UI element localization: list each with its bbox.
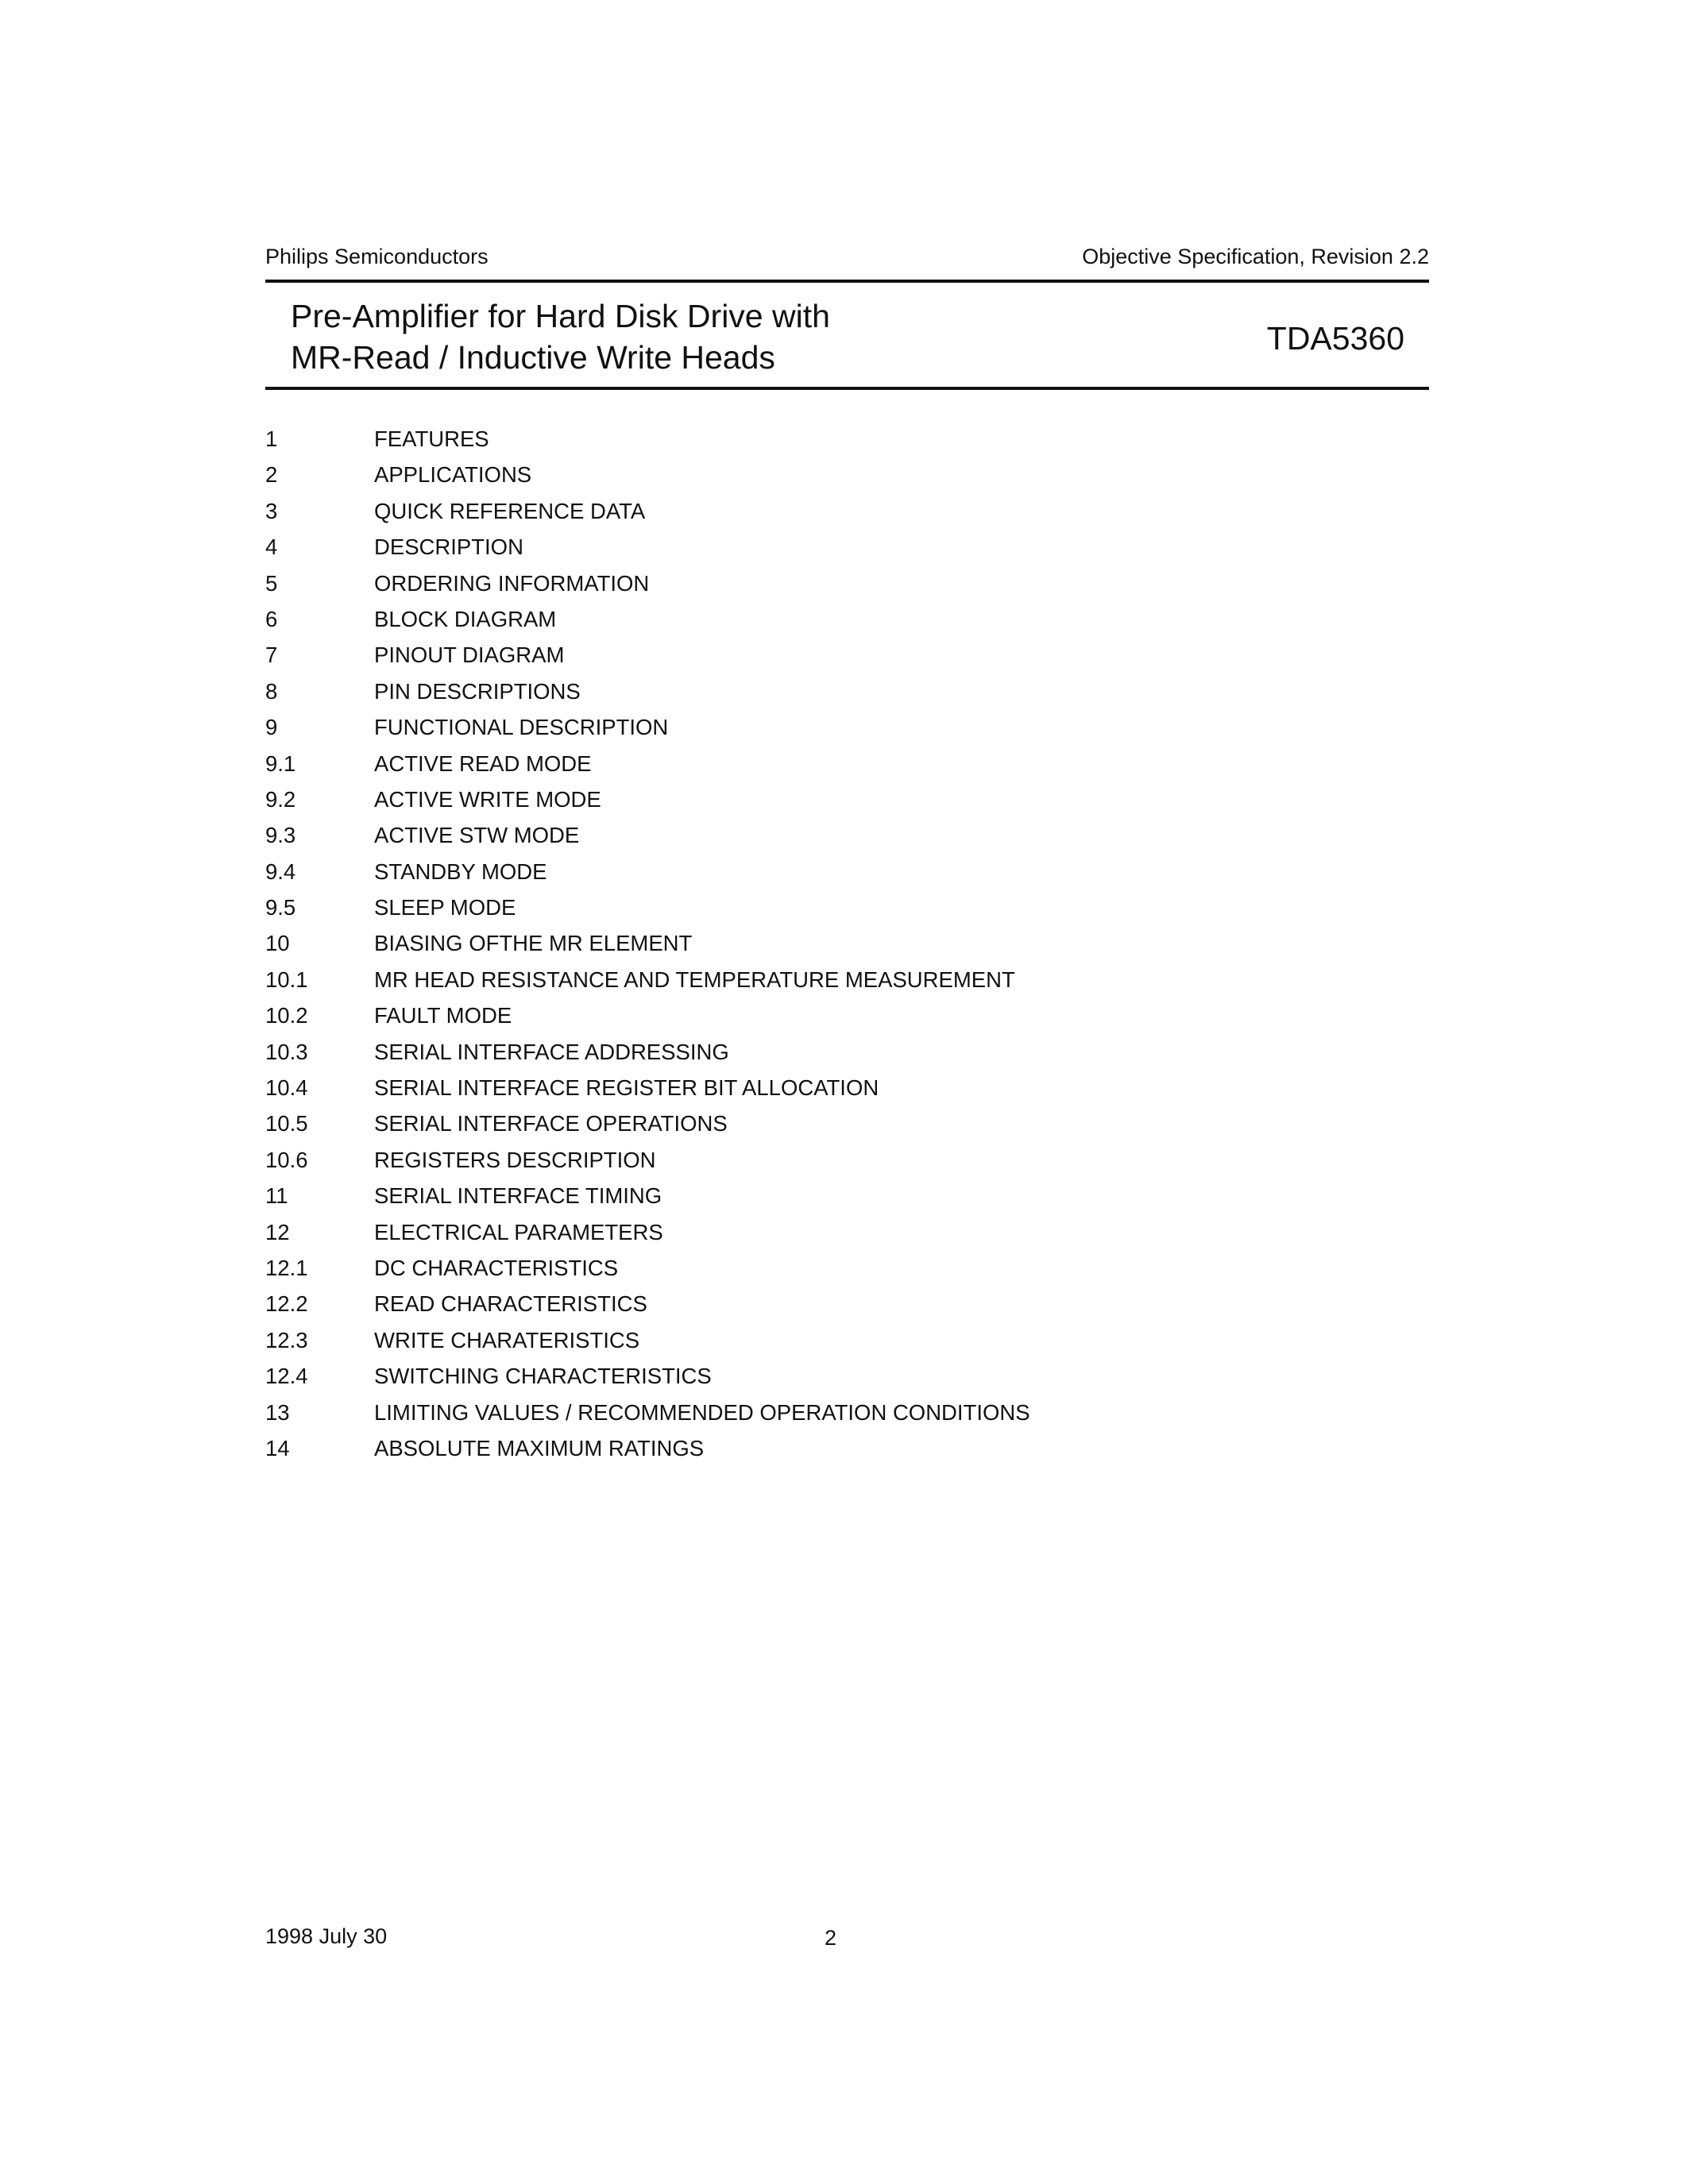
toc-entry-number: 12.1 — [265, 1255, 308, 1280]
toc-entry-title: ACTIVE WRITE MODE — [374, 786, 601, 812]
title-line-1: Pre-Amplifier for Hard Disk Drive with — [291, 298, 830, 334]
toc-entry-number: 10.5 — [265, 1111, 308, 1136]
toc-entry-title: DC CHARACTERISTICS — [374, 1255, 619, 1280]
document-status: Objective Specification, Revision 2.2 — [1082, 245, 1429, 268]
toc-entry-title: DESCRIPTION — [374, 534, 523, 560]
title-line-2: MR-Read / Inductive Write Heads — [291, 339, 775, 376]
toc-entry-title: FAULT MODE — [374, 1003, 512, 1028]
toc-entry-number: 8 — [265, 678, 278, 704]
toc-entry-number: 10.1 — [265, 967, 308, 992]
toc-entry-title: SWITCHING CHARACTERISTICS — [374, 1364, 712, 1389]
toc-entry-title: ORDERING INFORMATION — [374, 570, 650, 596]
company-name: Philips Semiconductors — [265, 245, 489, 268]
toc-entry-number: 11 — [265, 1183, 288, 1209]
toc-entry-title: BIASING OFTHE MR ELEMENT — [374, 931, 693, 956]
toc-entry-title: ABSOLUTE MAXIMUM RATINGS — [374, 1435, 705, 1461]
toc-entry-number: 4 — [265, 534, 278, 560]
toc-entry-title: FUNCTIONAL DESCRIPTION — [374, 715, 669, 740]
toc-entry-title: REGISTERS DESCRIPTION — [374, 1147, 656, 1172]
toc-entry-number: 9.4 — [265, 859, 296, 884]
toc-entry-title: FEATURES — [374, 426, 489, 451]
toc-entry-number: 12.4 — [265, 1364, 308, 1389]
toc-entry-number: 10 — [265, 931, 290, 956]
toc-entry-title: SERIAL INTERFACE TIMING — [374, 1183, 662, 1209]
toc-entry-number: 9.3 — [265, 823, 296, 848]
part-number: TDA5360 — [1266, 320, 1404, 357]
toc-entry-title: PINOUT DIAGRAM — [374, 642, 565, 668]
toc-entry-number: 2 — [265, 462, 278, 488]
toc-entry-number: 9.2 — [265, 786, 296, 812]
toc-entry-title: SERIAL INTERFACE OPERATIONS — [374, 1111, 728, 1136]
toc-entry-number: 1 — [265, 426, 278, 451]
toc-entry-number: 10.4 — [265, 1075, 308, 1101]
toc-entry-title: SLEEP MODE — [374, 895, 516, 920]
toc-entry-number: 12 — [265, 1219, 290, 1244]
toc-entry-number: 9 — [265, 715, 278, 740]
toc-entry-title: PIN DESCRIPTIONS — [374, 678, 581, 704]
toc-entry-number: 13 — [265, 1399, 290, 1425]
header-rule-bottom — [265, 387, 1429, 390]
toc-entry-title: MR HEAD RESISTANCE AND TEMPERATURE MEASUREMENT — [374, 967, 1015, 992]
document-title — [291, 295, 830, 378]
toc-entry-title: ELECTRICAL PARAMETERS — [374, 1219, 663, 1244]
toc-entry-number: 12.3 — [265, 1327, 308, 1352]
toc-entry-number: 10.6 — [265, 1147, 308, 1172]
toc-entry-title: WRITE CHARATERISTICS — [374, 1327, 640, 1352]
toc-entry-number: 5 — [265, 570, 278, 596]
toc-entry-number: 6 — [265, 606, 278, 631]
toc-entry-title: READ CHARACTERISTICS — [374, 1291, 647, 1317]
toc-entry-number: 9.1 — [265, 751, 296, 776]
toc-entry-title: BLOCK DIAGRAM — [374, 606, 557, 631]
toc-entry-number: 3 — [265, 498, 278, 523]
toc-entry-number: 10.2 — [265, 1003, 308, 1028]
toc-entry-title: LIMITING VALUES / RECOMMENDED OPERATION CONDITIONS — [374, 1399, 1030, 1425]
toc-entry-title: SERIAL INTERFACE REGISTER BIT ALLOCATION — [374, 1075, 879, 1101]
toc-entry-number: 9.5 — [265, 895, 296, 920]
toc-entry-number: 7 — [265, 642, 278, 668]
toc-entry-title: APPLICATIONS — [374, 462, 532, 488]
toc-entry-number: 10.3 — [265, 1039, 308, 1064]
toc-entry-title: ACTIVE STW MODE — [374, 823, 580, 848]
toc-entry-title: ACTIVE READ MODE — [374, 751, 592, 776]
header-rule-top — [265, 280, 1429, 283]
toc-entry-title: SERIAL INTERFACE ADDRESSING — [374, 1039, 729, 1064]
footer-date: 1998 July 30 — [265, 1924, 388, 1948]
toc-entry-title: QUICK REFERENCE DATA — [374, 498, 646, 523]
page-number: 2 — [825, 1926, 837, 1950]
toc-entry-number: 12.2 — [265, 1291, 308, 1317]
toc-entry-number: 14 — [265, 1435, 290, 1461]
toc-entry-title: STANDBY MODE — [374, 859, 547, 884]
